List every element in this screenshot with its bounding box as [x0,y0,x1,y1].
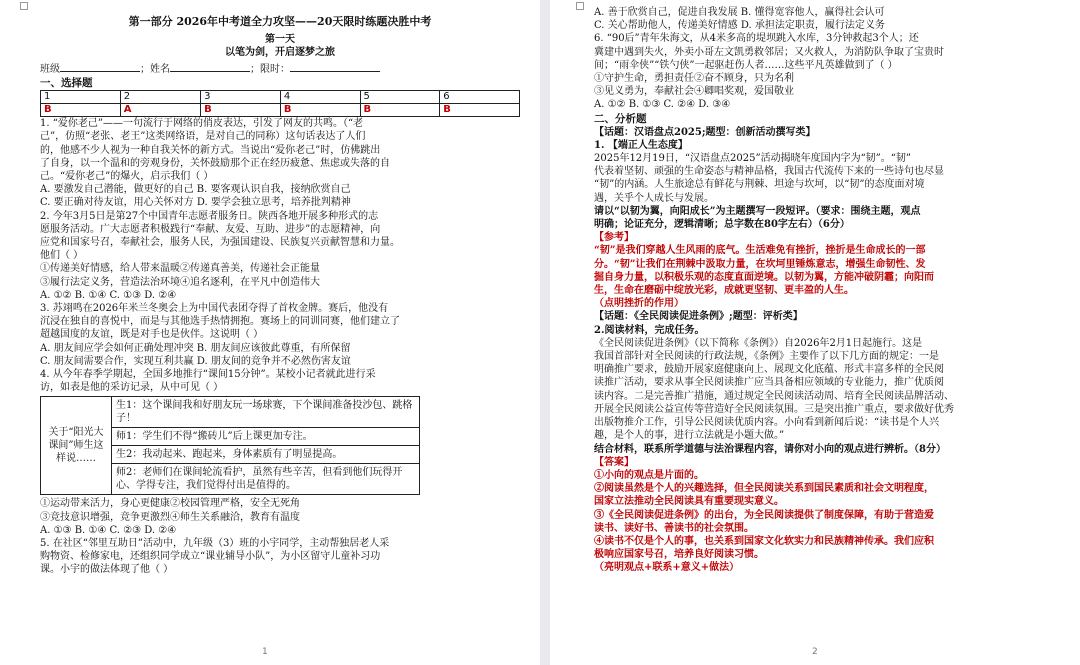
survey-left-label: 关于“阳光大课间”师生这样说…… [41,397,112,495]
class-blank[interactable] [60,61,140,72]
text-line: （亮明观点+联系+意义+做法） [594,562,740,574]
text-line: A. 善于欣赏自己，促进自我发展 B. 懂得宽容他人，赢得社会认可 [594,7,885,18]
text-line: 请以“以韧为翼，向阳成长”为主题撰写一段短评。（要求：围绕主题，观点 [594,205,921,217]
text-line: 他们（ ） [40,250,84,262]
text-line: 出版物推介工作，引导公民阅读优质内容。小向看到新闻后说：“读书是个人兴 [594,417,940,429]
analysis-question-1-heading: 1. 【端正人生态度】 [594,139,688,151]
text-line: 间；“雨伞侠”“铁勺侠”一起驱赶伤人者……这些平凡英雄做到了（ ） [594,59,898,71]
text-line: 生，生命在磨砺中绽放光彩，成就更坚韧、更丰盈的人生。 [594,285,854,297]
text-line: ①传递美好情感，给人带来温暖②传递真善美，传递社会正能量 [40,263,320,275]
analysis-question-2-task: 结合材料，联系所学道德与法治课程内容，请你对小向的观点进行辨析。（8分） [594,443,946,455]
question-2 [40,210,520,302]
survey-row: 师2：老师们在课间轮流看护，虽然有些辛苦，但看到他们玩得开心、学得专注，我们觉得付出是值得的。 [112,464,420,495]
analysis-question-2-material [594,337,1062,443]
text-line: ③竞技意识增强，竞争更激烈④师生关系融洽，教育有温度 [40,511,300,523]
answer-label: 【答案】 [594,456,634,468]
text-line: 分。“韧”让我们在荆棘中汲取力量，在坎坷里锤炼意志，增强生命韧性、发 [594,258,926,270]
page-title: 第一部分 2026年中考道全力攻坚——20天限时练题决胜中考 [128,15,432,28]
text-line: 读书、读好书、善读书的社会氛围。 [594,522,754,534]
text-line: 国家立法推动全民阅读具有重要现实意义。 [594,496,784,508]
answer-content [594,469,1062,575]
text-line: 冀建中遇到失火，外卖小哥左文凯勇救邻居；又火救人，为消防队争取了宝贵时 [594,46,944,58]
analysis-question-1-material [594,152,1062,205]
question-1 [40,117,520,209]
text-line: C. 要正确对待友谊，用心关怀对方 D. 要学会独立思考，培养批判精神 [40,197,351,209]
text-line: C. 关心帮助他人，传递美好情感 D. 承担法定职责，履行法定义务 [594,20,885,32]
text-line: 了自身，以一个温和的旁观身份，关怀鼓励那个正在经历疲惫、焦虑或失落的自 [40,157,390,169]
text-line: 遇，关乎个人成长与发展。 [594,192,714,204]
text-line: 的，他感不少人视为一种自我关怀的新方式。当说出“爱你老己”时，仿佛跳出 [40,144,381,156]
text-line: 开展全民阅读公益宣传等营造好全民阅读氛围。三是突出推广重点，要求做好优秀 [594,403,954,415]
answer-value-cell: B [201,104,281,117]
corner-mark [20,2,28,10]
text-line: 2025年12月19日，“汉语盘点2025”活动揭晓年度国内字为“韧”。“韧” [594,153,912,165]
answer-value-cell: B [41,104,121,117]
text-line: 极响应国家号召，培养良好阅读习惯。 [594,549,764,561]
theme-heading: 以笔为剑，开启逐梦之旅 [225,47,335,58]
text-line: 购物资、检修家电，还组织同学成立“课业辅导小队”，为小区留守儿童补习功 [40,551,381,563]
day-heading: 第一天 [265,34,295,45]
text-line: 读推广活动，要求从事全民阅读推广应当具备相应领域的专业能力，推广优质阅 [594,377,944,389]
survey-row: 师1：学生们不得“搬砖儿”后上课更加专注。 [112,428,420,446]
text-line: 超越国度的友谊，既是对手也是伙伴。这说明（ ） [40,329,264,341]
analysis-question-2-heading: 2.阅读材料，完成任务。 [594,324,705,336]
document-page-2 [550,0,1080,665]
section-analysis-heading: 二、分析题 [594,112,647,125]
text-line: 应党和国家号召，奉献社会，服务人民，为强国建设、民族复兴贡献智慧和力量。 [40,237,400,249]
text-line: ①守护生命，勇担责任②奋不顾身，只为名利 [594,73,794,85]
text-line: 代表着坚韧、顽强的生命姿态与精神品格，我国古代流传下来的一些诗句也尽显 [594,166,944,178]
text-line: A. 要激发自己潜能，做更好的自己 B. 要客观认识自我，接纳欣赏自己 [40,184,351,196]
text-line: A. ①③ B. ①④ C. ②③ D. ②④ [40,524,177,536]
analysis-question-1-task [594,205,1062,231]
text-line: ④读书不仅是个人的事，也关系到国家文化软实力和民族精神传承。我们应积 [594,535,934,547]
section-choice-heading: 一、选择题 [40,77,93,90]
corner-mark [576,2,584,10]
answer-number-cell: 1 [41,91,121,104]
answer-value-cell: B [360,104,440,117]
text-line: 2. 今年3月5日是第27个中国青年志愿者服务日。陕西各地开展多种形式的志 [40,210,379,222]
text-line: ③见义勇为，奉献社会④卿唱奖观，爱国敬业 [594,86,794,98]
text-line: 我国首部针对全民阅读的行政法规，《条例》主要作了以下几方面的规定：一是 [594,351,939,363]
name-blank[interactable] [170,61,250,72]
answer-number-cell: 2 [120,91,200,104]
answer-number-cell: 4 [280,91,360,104]
survey-table [40,396,420,495]
question-4-options [40,497,520,537]
text-line: 明确；论证充分，逻辑清晰；总字数在80字左右）（6分） [594,219,850,231]
text-line: 6. “90后”青年朱海文，从4米多高的堤坝跳入水库，3分钟救起3个人；还 [594,33,919,45]
text-line: 沉浸在独自的喜悦中，而是与其他选手热情拥抱。赛场上的同训同赛，他们建立了 [40,316,400,328]
topic-1-label: 【话题：汉语盘点2025;题型：创新活动撰写类】 [594,126,816,138]
reference-answer [594,244,1062,310]
page-number: 2 [812,647,818,657]
survey-row: 生2：我动起来、跑起来，身体素质有了明显提高。 [112,446,420,464]
text-line: 《全民阅读促进条例》（以下简称《条例》）自2026年2月1日起施行。这是 [594,337,923,349]
question-3 [40,302,520,368]
text-line: 掘自身力量，以积极乐观的态度直面逆境。以韧为翼，方能冲破阴霾；向阳而 [594,271,934,283]
text-line: 趣，是个人的事，进行立法就是小题大做。” [594,430,785,442]
text-line: 己”，仿照“老张、老王”这类网络语，是对自己的同称）这句话表达了人们 [40,131,366,143]
question-4 [40,368,520,394]
text-line: A. 朋友间应学会如何正确处理冲突 B. 朋友间应该彼此尊重，有所保留 [40,342,351,354]
answer-number-cell: 6 [440,91,520,104]
text-line: A. ①② B. ①③ C. ②④ D. ③④ [594,99,731,111]
time-blank[interactable] [290,61,380,72]
text-line: （点明挫折的作用） [594,298,684,310]
text-line: 4. 从今年春季学期起，全国多地推行“课间15分钟”。某校小记者就此进行采 [40,369,376,381]
text-line: 访，如表是他的采访记录，从中可见（ ） [40,382,224,394]
name-label: ；姓名 [140,64,170,75]
text-line: ③《全民阅读促进条例》的出台，为全民阅读提供了制度保障，有助于营造爱 [594,509,934,521]
text-line: 读内容。二是完善推广措施，通过规定全民阅读活动周、培育全民阅读品牌活动、 [594,390,954,402]
text-line: ①小向的观点是片面的。 [594,469,704,481]
text-line: A. ①② B. ①④ C. ①③ D. ②④ [40,289,177,301]
text-line: 3. 苏翊鸣在2026年米兰冬奥会上为中国代表团夺得了首枚金牌。赛后，他没有 [40,303,389,315]
text-line: ③履行法定义务，营造法治环境④追名逐利，在平凡中创造伟大 [40,276,320,288]
answer-number-cell: 3 [201,91,281,104]
text-line: 1. “爱你老己”——一句流行于网络的俏皮表达，引发了网友的共鸣。（“老 [40,118,364,130]
class-label: 班级 [40,64,60,75]
text-line: ②阅读虽然是个人的兴趣选择，但全民阅读关系到国民素质和社会文明程度， [594,483,934,495]
text-line: 愿服务活动。广大志愿者积极践行“奉献、友爱、互助、进步”的志愿精神，向 [40,223,381,235]
answer-value-cell: B [280,104,360,117]
answer-number-cell: 5 [360,91,440,104]
topic-2-label: 【话题：《全民阅读促进条例》;题型：评析类】 [594,311,803,323]
text-line: 明确推广要求，鼓励开展家庭健康向上、展现文化底蕴、形式丰富多样的全民阅 [594,364,944,376]
answer-table [40,90,520,117]
time-label: ；限时： [250,64,290,75]
survey-row: 生1：这个课间我和好朋友玩一场球赛，下个课间准备投沙包、跳格子！ [112,397,420,428]
text-line: “韧”的内涵。人生旅途总有鲜花与荆棘、坦途与坎坷，以“韧”的态度面对境 [594,179,925,191]
text-line: 5. 在社区“邻里互助日”活动中，九年级（3）班的小宇同学，主动帮独居老人采 [40,538,390,550]
page-number: 1 [262,647,268,657]
student-info-line [40,61,520,76]
question-5 [40,537,520,577]
answer-value-cell: A [120,104,200,117]
text-line: 课。小宇的做法体现了他（ ） [40,564,174,576]
question-6-block [594,6,1062,112]
text-line: ①运动带来活力，身心更健康②校园管理严格，安全无死角 [40,498,300,510]
text-line: C. 朋友间需要合作，实现互利共赢 D. 朋友间的竞争并不必然伤害友谊 [40,355,351,367]
text-line: 己。“爱你老己”的爆火，启示我们（ ） [40,171,214,183]
text-line: “韧”是我们穿越人生风雨的底气。生活难免有挫折，挫折是生命成长的一部 [594,245,926,257]
answer-value-cell: B [440,104,520,117]
reference-label: 【参考】 [594,232,634,244]
